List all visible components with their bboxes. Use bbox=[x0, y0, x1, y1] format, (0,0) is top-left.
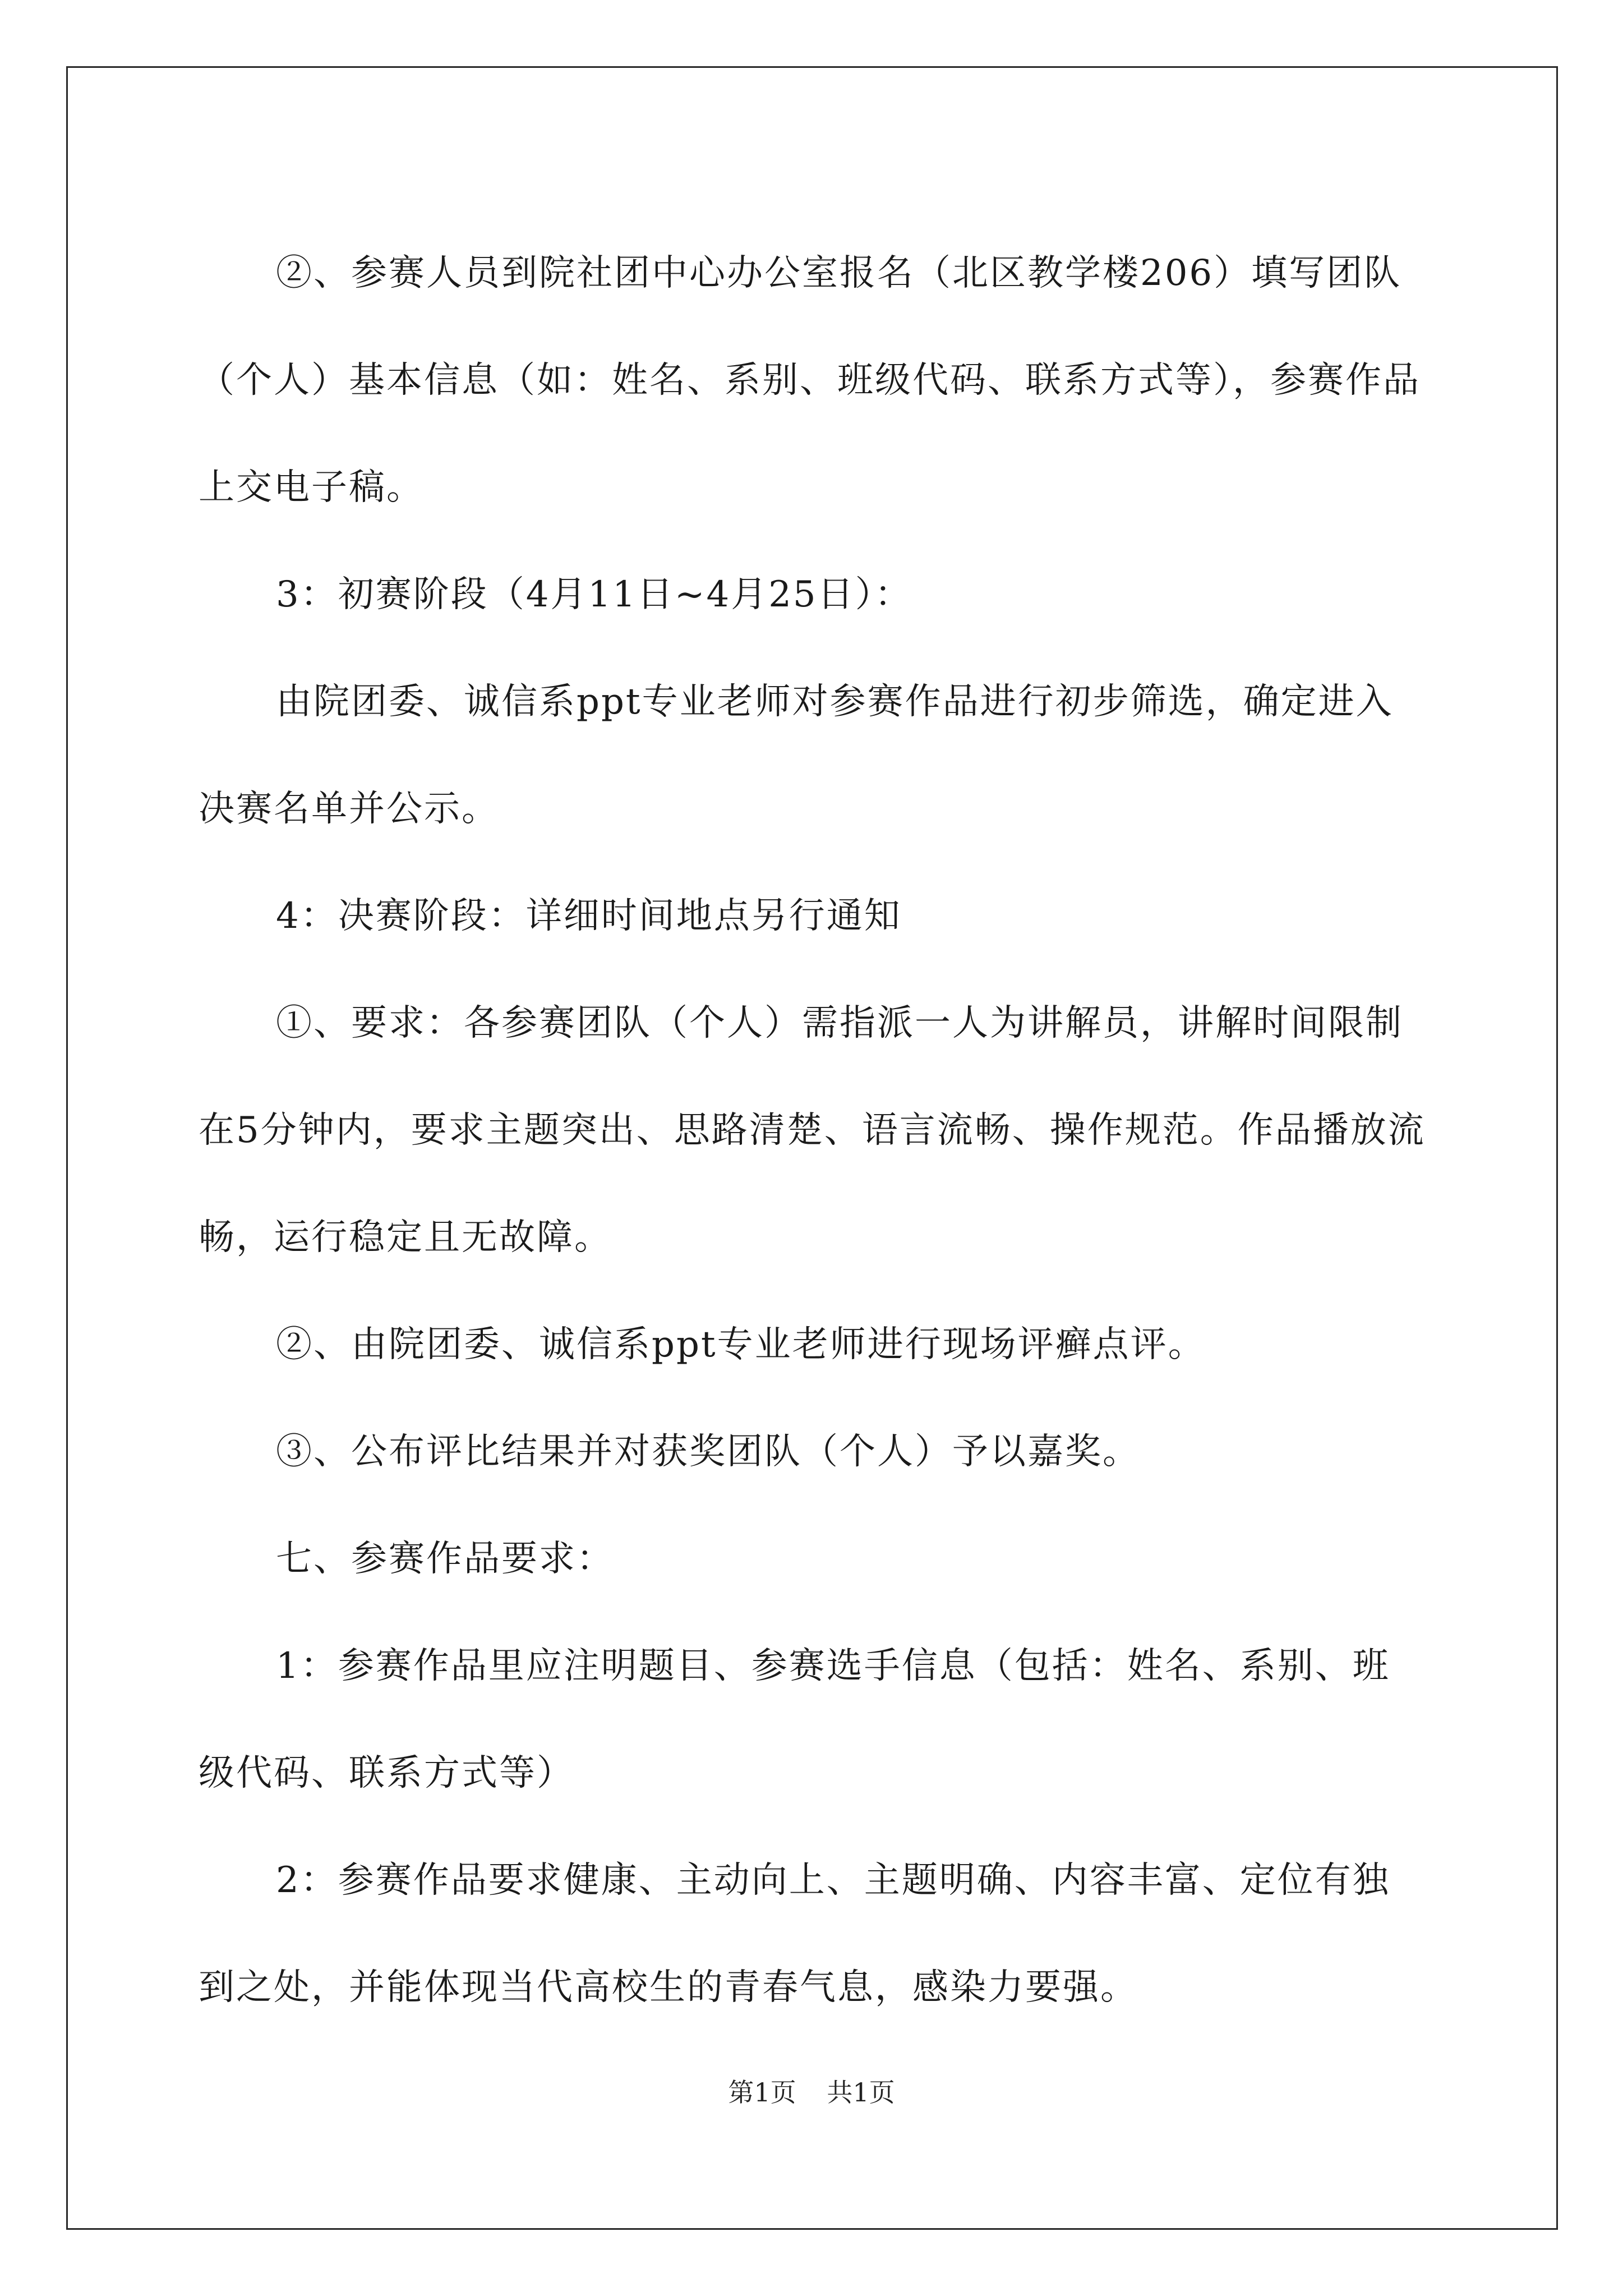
page-footer bbox=[0, 2076, 1623, 2109]
section-heading-work-requirements: 七、参赛作品要求： bbox=[276, 1538, 614, 1580]
page-number-current: 第1页 bbox=[728, 2077, 796, 2108]
paragraph-work-requirement-1: 1：参赛作品里应注明题目、参赛选手信息（包括：姓名、系别、班级代码、联系方式等） bbox=[199, 1645, 1390, 1794]
paragraph-work-requirement-2: 2：参赛作品要求健康、主动向上、主题明确、内容丰富、定位有独到之处，并能体现当代高校生的青春气息，感染力要强。 bbox=[199, 1860, 1390, 2008]
paragraph-preliminary-body: 由院团委、诚信系ppt专业老师对参赛作品进行初步筛选，确定进入决赛名单并公示。 bbox=[199, 681, 1394, 830]
paragraph-registration: ②、参赛人员到院社团中心办公室报名（北区教学楼206）填写团队（个人）基本信息（如：姓名、系别、班级代码、联系方式等），参赛作品上交电子稿。 bbox=[199, 252, 1421, 508]
paragraph-preliminary-heading: 3：初赛阶段（4月11日~4月25日）： bbox=[276, 574, 912, 615]
paragraph-final-review: ②、由院团委、诚信系ppt专业老师进行现场评癣点评。 bbox=[276, 1324, 1206, 1365]
paragraph-final-heading: 4：决赛阶段：详细时间地点另行通知 bbox=[276, 895, 902, 937]
page-number-total: 共1页 bbox=[827, 2077, 895, 2108]
paragraph-final-awards: ③、公布评比结果并对获奖团队（个人）予以嘉奖。 bbox=[276, 1431, 1140, 1473]
document-body bbox=[199, 220, 1427, 2041]
paragraph-final-requirements: ①、要求：各参赛团队（个人）需指派一人为讲解员，讲解时间限制在5分钟内，要求主题突出、思路清楚、语言流畅、操作规范。作品播放流畅，运行稳定且无故障。 bbox=[199, 1002, 1426, 1258]
